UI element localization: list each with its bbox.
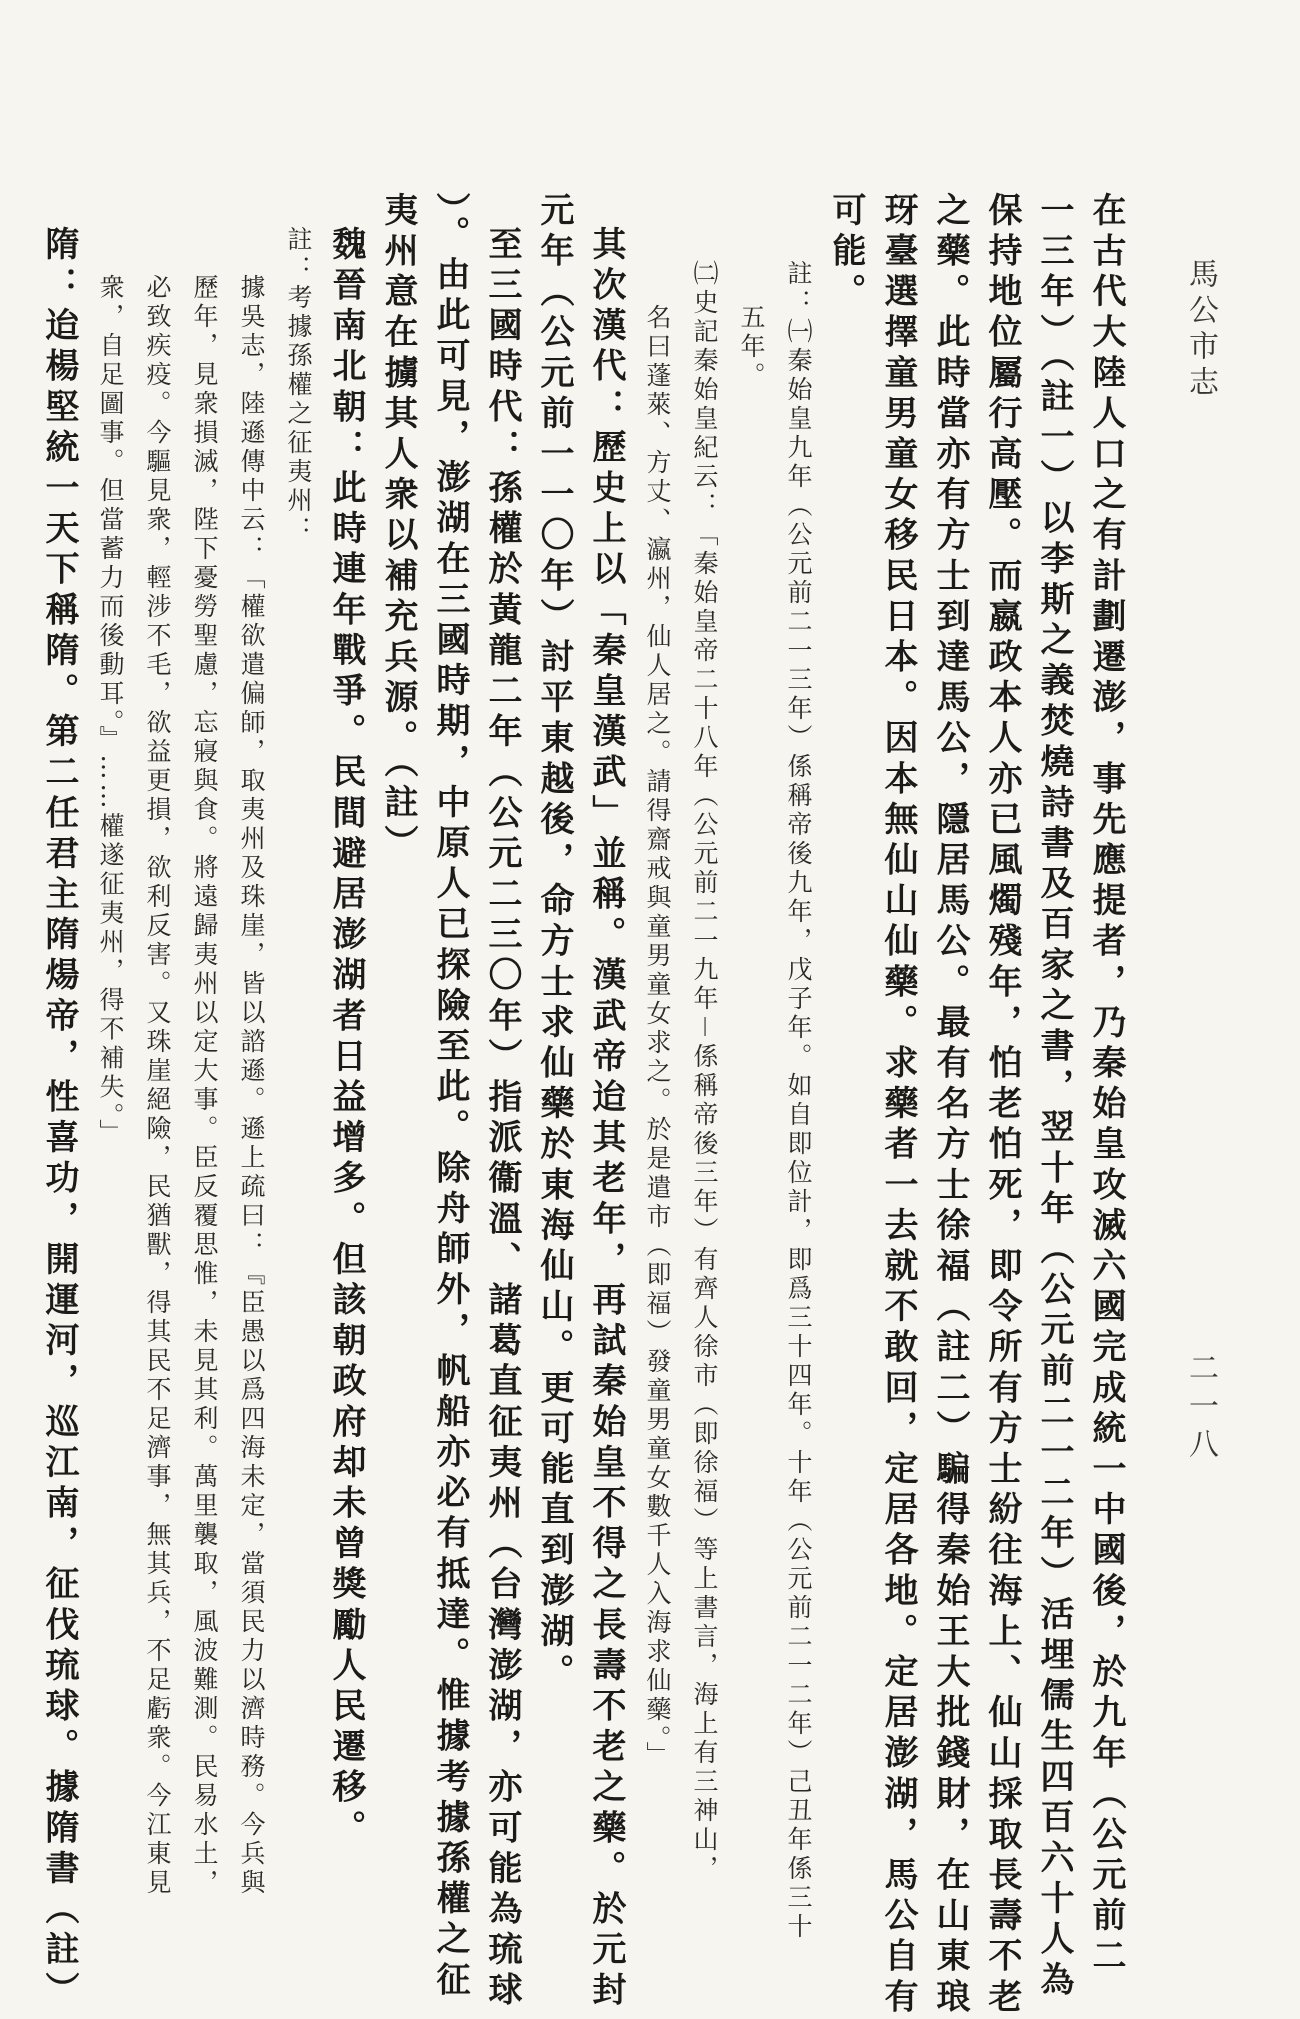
text-column: 之藥。此時當亦有方士到達馬公，隱居馬公。最有名方士徐福（註二）騙得秦始王大批錢財，在山東琅 bbox=[930, 192, 970, 2019]
text-column: 一三年）（註一）以李斯之義焚燒詩書及百家之書，翌十年（公元前二一二年）活埋儒生四百六十人為 bbox=[1034, 192, 1074, 2002]
text-column: 可能。 bbox=[826, 192, 866, 314]
text-column: 至三國時代：孫權於黃龍二年（公元二三〇年）指派衞溫、諸葛直征夷州（台灣澎湖，亦可能為琉球 bbox=[482, 226, 522, 2013]
footnote-column: 名曰蓬萊、方丈、瀛州，仙人居之。請得齋戒與童男童女求之。於是遣市（即福）發童男童女數千人入海求仙藥。」 bbox=[643, 304, 672, 1771]
text-column: 隋：迨楊堅統一天下稱隋。第二任君主隋煬帝，性喜功，開運河，巡江南，征伐琉球。據隋書（註） bbox=[39, 226, 79, 2013]
text-column: 其次漢代：歷史上以「秦皇漢武」並稱。漢武帝迨其老年，再試秦始皇不得之長壽不老之藥。於元封 bbox=[586, 226, 626, 2013]
text-column: 在古代大陸人口之有計劃遷澎，事先應提者，乃秦始皇攻滅六國完成統一中國後，於九年（公元前二 bbox=[1086, 192, 1126, 1979]
running-head: 馬公市志 bbox=[1183, 258, 1218, 402]
footnote-column: 註：㈠秦始皇九年（公元前二一三年）係稱帝後九年，戊子年。如自即位計，即爲三十四年。十年（公元前二一二年）己丑年係三十 bbox=[784, 260, 813, 1942]
text-column: 元年（公元前一一〇年）討平東越後，命方士求仙藥於東海仙山。更可能直到澎湖。 bbox=[534, 192, 574, 1695]
text-column: 玡臺選擇童男童女移民日本。因本無仙山仙藥。求藥者一去就不敢回，定居各地。定居澎湖，馬公自有 bbox=[878, 192, 918, 2019]
page-number: 二一八 bbox=[1183, 1352, 1218, 1466]
footnote-column: 衆，自足圖事。但當蓄力而後動耳。』……權遂征夷州，得不補失。」 bbox=[96, 274, 125, 1148]
footnote-column: ㈡史記秦始皇紀云：「秦始皇帝二十八年（公元前二一九年－係稱帝後三年）有齊人徐市（即徐福）等上書言，海上有三神山， bbox=[690, 260, 719, 1885]
text-column: 夷州意在擄其人衆以補充兵源。（註） bbox=[378, 192, 418, 866]
footnote-column: 據吳志，陸遜傳中云：「權欲遣偏師，取夷州及珠崖，皆以諮遜。遜上疏曰：『臣愚以爲四海未定，當須民力以濟時務。今兵與 bbox=[237, 274, 266, 1898]
text-column: 保持地位屬行高壓。而嬴政本人亦已風燭殘年，怕老怕死，即令所有方士紛往海上、仙山採取長壽不老 bbox=[982, 192, 1022, 2019]
text-column: ）。由此可見，澎湖在三國時期，中原人已探險至此。除舟師外，帆船亦必有抵達。惟據考據孫權之征 bbox=[430, 192, 470, 2002]
footnote-column: 必致疾疫。今驅見衆，輕涉不毛，欲益更損，欲利反害。又珠崖絕險，民猶獸，得其民不足濟事，無其兵，不足虧衆。今江東見 bbox=[143, 274, 172, 1898]
footnote-column: 五年。 bbox=[737, 304, 766, 391]
text-column: 魏晉南北朝：此時連年戰爭。民間避居澎湖者日益增多。但該朝政府却未曾獎勵人民遷移。 bbox=[326, 226, 366, 1850]
body-text bbox=[39, 192, 1126, 2019]
footnote-column: 註：考據孫權之征夷州： bbox=[284, 226, 313, 545]
footnote-column: 歷年，見衆損滅，陛下憂勞聖慮，忘寢與食。將遠歸夷州以定大事。臣反覆思惟，未見其利。萬里襲取，風波難測。民易水土， bbox=[190, 274, 219, 1898]
